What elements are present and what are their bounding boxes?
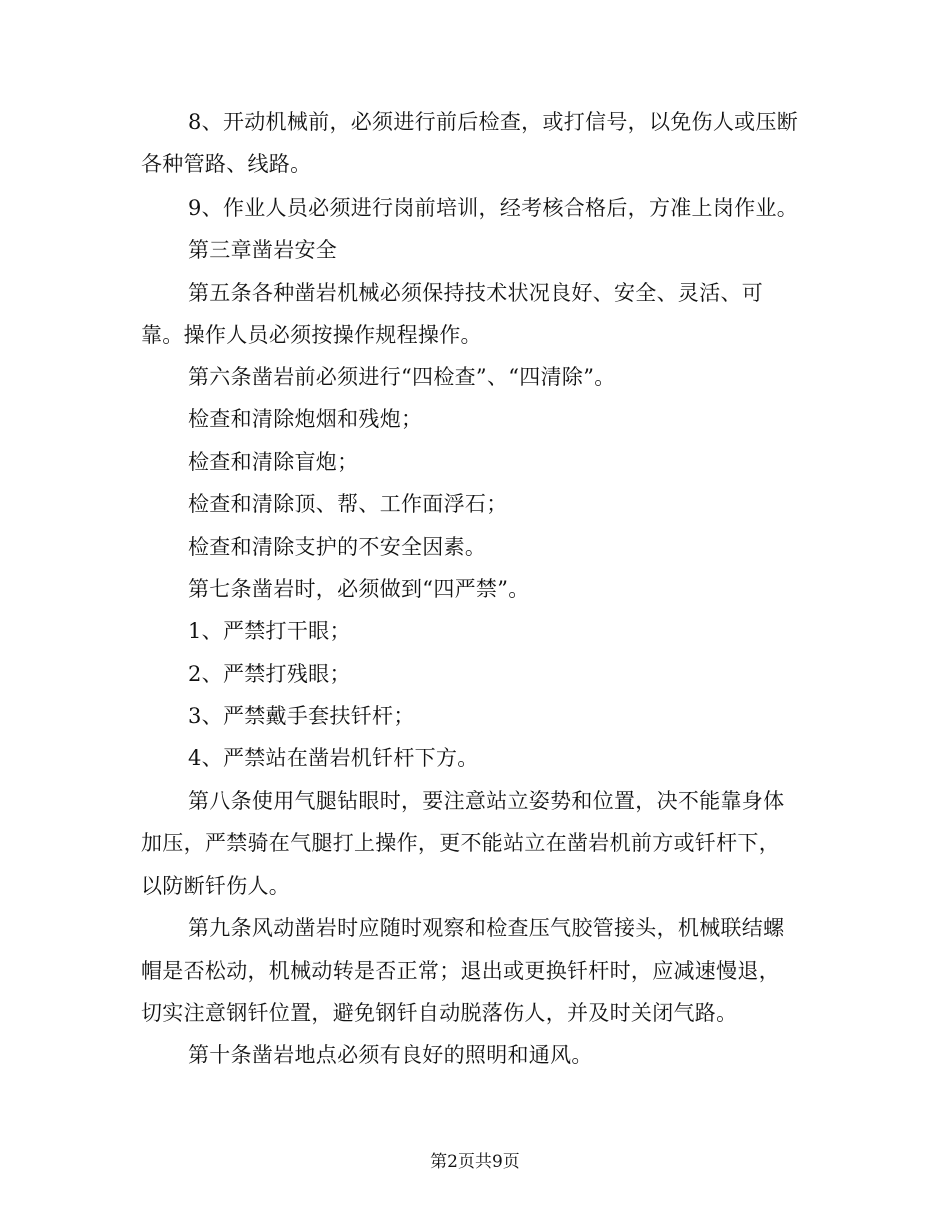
paragraph-line: 切实注意钢钎位置，避免钢钎自动脱落伤人，并及时关闭气路。 xyxy=(141,1001,738,1025)
list-item: 检查和清除支护的不安全因素。 xyxy=(188,535,487,559)
list-item: 检查和清除炮烟和残炮； xyxy=(188,407,423,431)
list-item: 检查和清除盲炮； xyxy=(188,450,359,474)
paragraph-line: 9、作业人员必须进行岗前培训，经考核合格后，方准上岗作业。 xyxy=(188,196,799,220)
list-item: 检查和清除顶、帮、工作面浮石； xyxy=(188,492,508,516)
paragraph-line: 加压，严禁骑在气腿打上操作，更不能站立在凿岩机前方或钎杆下， xyxy=(141,831,780,855)
list-item: 3、严禁戴手套扶钎杆； xyxy=(188,704,415,728)
list-item: 4、严禁站在凿岩机钎杆下方。 xyxy=(188,746,479,770)
paragraph-line: 帽是否松动，机械动转是否正常；退出或更换钎杆时，应减速慢退， xyxy=(141,959,780,983)
paragraph-line: 各种管路、线路。 xyxy=(141,152,312,176)
page-number: 第2页共9页 xyxy=(430,1152,520,1172)
chapter-heading: 第三章凿岩安全 xyxy=(188,238,338,262)
paragraph-line: 第十条凿岩地点必须有良好的照明和通风。 xyxy=(188,1043,593,1067)
list-item: 1、严禁打干眼； xyxy=(188,619,351,643)
paragraph-line: 第九条风动凿岩时应随时观察和检查压气胶管接头，机械联结螺 xyxy=(188,916,785,940)
list-item: 2、严禁打残眼； xyxy=(188,662,351,686)
paragraph-line: 第五条各种凿岩机械必须保持技术状况良好、安全、灵活、可 xyxy=(188,281,764,305)
paragraph-line: 第六条凿岩前必须进行“四检查”、“四清除”。 xyxy=(188,365,616,389)
paragraph-line: 以防断钎伤人。 xyxy=(141,874,291,898)
paragraph-line: 第七条凿岩时，必须做到“四严禁”。 xyxy=(188,577,530,601)
paragraph-line: 第八条使用气腿钻眼时，要注意站立姿势和位置，决不能靠身体 xyxy=(188,789,785,813)
paragraph-line: 靠。操作人员必须按操作规程操作。 xyxy=(141,323,482,347)
paragraph-line: 8、开动机械前，必须进行前后检查，或打信号，以免伤人或压断 xyxy=(188,110,799,134)
